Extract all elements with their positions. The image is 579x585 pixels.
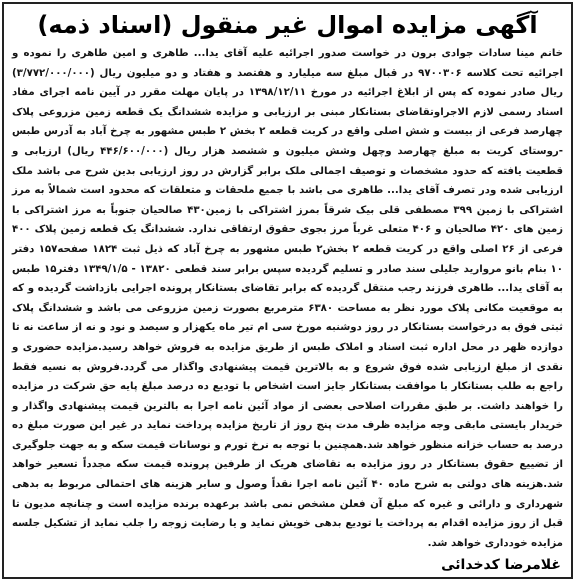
notice-body: خانم مینا سادات جوادی برون در خواست صدور اجرائیه علیه آقای یدا... طاهری و امین طاهری را نموده و اجرائیه تحت کلاسه ۹۷۰۰۳۰۶ در قبال مبلغ سه میلیارد و هفتصد و هفتاد و دو میلیون ریال (۳/۷۷۲/۰۰۰/۰۰۰) ریال صادر نموده که پس از ابلاغ اجرائیه در مورخ ۱۳۹۸/۱۲/۱۱ در پایان مهلت مقرر در آیین نامه اجرای مفاد اسناد رسمی لازم الاجراوتقاضای بستانکار مبنی بر ارزیابی و مزایده ششدانگ یک قطعه زمین مزروعی پلاک چهارصد فرعی از بیست و شش اصلی واقع در کریت قطعه ۲ بخش ۲ طبس مشهور به چرخ آباد به آدرس طبس -روستای کریت به مبلغ چهارصد وچهل وشش میلیون و ششصد هزار ریال (۴۴۶/۶۰۰/۰۰۰ ریال) ارزیابی و قطعیت یافته که حدود مشخصات و توصیف اجمالی ملک برابر گزارش در روز ارزیابی بدین شرح می باشد ملک ارزیابی شده ودر تصرف آقای یدا... طاهری می باشد با جمیع ملحقات و متعلقات که محدود است شمالاً به مرز اشتراکی با زمین ۳۹۹ مصطفی قلی بیک شرقاً بمرز اشتراکی با زمین۴۳۰ صالحیان جنوباً به مرز اشتراکی با زمین های ۴۲۰ صالحیان و ۴۰۶ متعلی غرباً مرز بجوی حقوق ارتفاقی ندارد. ششدانگ یک قطعه زمین پلاک ۴۰۰ فرعی از ۲۶ اصلی واقع در کریت قطعه ۲ بخش۲ طبس مشهور به چرخ آباد که ذیل ثبت ۱۸۲۴ صفحه۱۵۷ دفتر ۱۰ بنام بانو مروارید جلیلی سند صادر و تسلیم گردیده سپس برابر سند قطعی ۱۳۸۲۰ - ۱۳۴۹/۱/۵ دفتر۱۵ طبس به آقای یدا... طاهری فرزند رجب منتقل گردیده که برابر تقاضای بستانکار پرونده اجرایی بازداشت گردیده و که به موقعیت مکانی پلاک مورد نظر به مساحت ۶۳۸۰ مترمربع بصورت زمین مزروعی می باشد و ششدانگ پلاک ثبتی فوق به درخواست بستانکار در روز دوشنبه مورخ سی ام تیر ماه یکهزار و سیصد و نود و نه از ساعت نه تا دوازده ظهر در محل اداره ثبت اسناد و املاک طبس از طریق مزایده به فروش خواهد رسید.مزایده حضوری و نقدی از مبلغ ارزیابی شده فوق شروع و به بالاترین قیمت پیشنهادی واگذار می گردد.فروش به نسیه فقط راجع به طلب بستانکار با موافقت بستانکار جایز است اشخاص با تودیع ده درصد مبلغ پایه حق شرکت در مزایده را خواهند داشت. بر طبق مقررات اصلاحی بعضی از مواد آئین نامه اجرا به بالترین قیمت پیشنهادی واگذار و خریدار بایستی مابقی وجه مزایده ظرف مدت پنج روز از تاریخ مزایده پرداخت نماید در غیر این صورت مبلغ ده درصد به حساب خزانه منظور خواهد شد.همچنین با توجه به نرخ تورم و نوسانات قیمت سکه و به جهت جلوگیری از تضییع حقوق بستانکار در روز مزایده به تقاضای هریک از طرفین پرونده قیمت سکه مجدداً تسعیر خواهد شد.هزینه های دولتی به شرح ماده ۴۰ آئین نامه اجرا نقداً وصول و سایر هزینه های احتمالی مربوط به بدهی شهرداری و دارائی و غیره که مبلغ آن فعلن مشخص نمی باشد برعهده برنده مزایده است و چنانچه مدیون تا قبل از روز مزایده اقدام به پرداخت یا تودیع بدهی خویش نماید و یا رضایت زوجه را جلب نماید از تشکیل جلسه مزایده خودداری خواهد شد. (12, 48, 564, 549)
notice-signature: غلامرضا کدخدائی (441, 557, 561, 573)
notice-frame (2, 2, 573, 579)
notice-title: آگهی مزایده اموال غیر منقول (اسناد ذمه) (37, 11, 538, 39)
